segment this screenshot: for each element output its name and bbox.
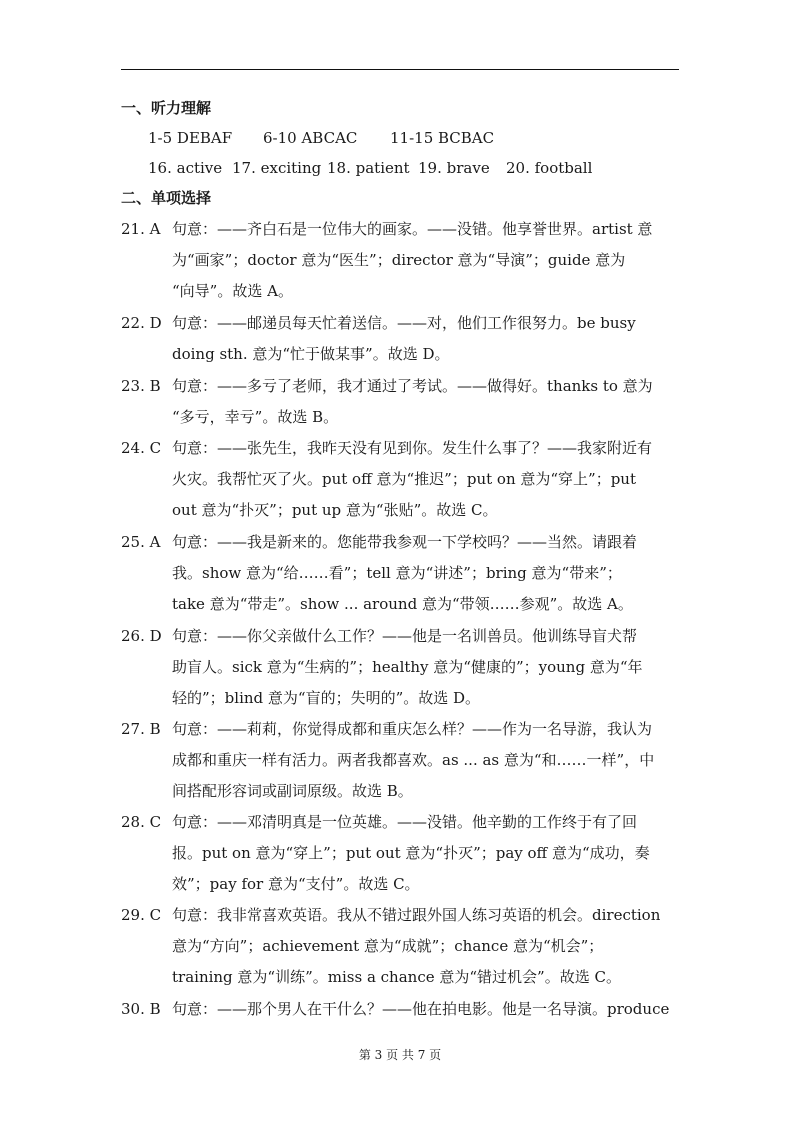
section-choice-title: 二、单项选择 <box>121 189 212 207</box>
explanation-line: training 意为“训练”。miss a chance 意为“错过机会”。故选 C。 <box>172 968 621 986</box>
explanation-line: 句意：我非常喜欢英语。我从不错过跟外国人练习英语的机会。direction <box>172 906 661 924</box>
explanation-line: 成都和重庆一样有活力。两者我都喜欢。as ... as 意为“和……一样”，中 <box>172 751 655 769</box>
explanation-line: 助盲人。sick 意为“生病的”；healthy 意为“健康的”；young 意为“年 <box>172 658 643 676</box>
explanation-line: 句意：——多亏了老师，我才通过了考试。——做得好。thanks to 意为 <box>172 377 653 395</box>
explanation-line: 火灾。我帮忙灭了火。put off 意为“推迟”；put on 意为“穿上”；put <box>172 470 636 488</box>
explanation-line: 句意：——我是新来的。您能带我参观一下学校吗？——当然。请跟着 <box>172 533 638 551</box>
page-footer: 第 3 页 共 7 页 <box>358 1048 442 1062</box>
answer-group-1-5: 1-5 DEBAF <box>148 129 233 147</box>
question-number: 25. A <box>121 533 161 551</box>
explanation-line: 句意：——那个男人在干什么？——他在拍电影。他是一名导演。produce <box>172 1000 670 1018</box>
explanation-line: out 意为“扑灭”；put up 意为“张贴”。故选 C。 <box>172 501 498 519</box>
question-number: 28. C <box>121 813 162 831</box>
question-number: 26. D <box>121 627 162 645</box>
question-number: 23. B <box>121 377 161 395</box>
answer-17: 17. exciting <box>232 159 322 177</box>
answer-19: 19. brave <box>418 159 490 177</box>
answer-16: 16. active <box>148 159 223 177</box>
explanation-line: 为“画家”；doctor 意为“医生”；director 意为“导演”；guide 意为 <box>172 251 626 269</box>
answer-group-6-10: 6-10 ABCAC <box>263 129 358 147</box>
question-number: 29. C <box>121 906 162 924</box>
explanation-line: 我。show 意为“给……看”；tell 意为“讲述”；bring 意为“带来”； <box>172 564 622 582</box>
explanation-line: 句意：——邓清明真是一位英雄。——没错。他辛勤的工作终于有了回 <box>172 813 638 831</box>
question-number: 24. C <box>121 439 162 457</box>
explanation-line: 轻的”；blind 意为“盲的；失明的”。故选 D。 <box>172 689 481 707</box>
answer-group-11-15: 11-15 BCBAC <box>390 129 495 147</box>
answer-20: 20. football <box>506 159 593 177</box>
explanation-line: take 意为“带走”。show ... around 意为“带领……参观”。故选 A。 <box>172 595 633 613</box>
section-listening-title: 一、听力理解 <box>121 99 212 117</box>
explanation-line: 效”；pay for 意为“支付”。故选 C。 <box>172 875 420 893</box>
question-number: 21. A <box>121 220 161 238</box>
explanation-line: 句意：——莉莉，你觉得成都和重庆怎么样？——作为一名导游，我认为 <box>172 720 653 738</box>
explanation-line: 意为“方向”；achievement 意为“成就”；chance 意为“机会”； <box>172 937 604 955</box>
question-number: 22. D <box>121 314 162 332</box>
explanation-line: 间搭配形容词或副词原级。故选 B。 <box>172 782 413 800</box>
question-number: 27. B <box>121 720 161 738</box>
explanation-line: 句意：——齐白石是一位伟大的画家。——没错。他享誉世界。artist 意 <box>172 220 653 238</box>
answer-18: 18. patient <box>327 159 410 177</box>
explanation-line: 句意：——邮递员每天忙着送信。——对，他们工作很努力。be busy <box>172 314 636 332</box>
explanation-line: 句意：——你父亲做什么工作？——他是一名训兽员。他训练导盲犬帮 <box>172 627 638 645</box>
explanation-line: 报。put on 意为“穿上”；put out 意为“扑灭”；pay off 意为“成功，奏 <box>172 844 650 862</box>
explanation-line: “多亏，幸亏”。故选 B。 <box>172 408 339 426</box>
explanation-line: “向导”。故选 A。 <box>172 282 293 300</box>
explanation-line: 句意：——张先生，我昨天没有见到你。发生什么事了？——我家附近有 <box>172 439 653 457</box>
question-number: 30. B <box>121 1000 161 1018</box>
top-rule <box>121 69 679 70</box>
explanation-line: doing sth. 意为“忙于做某事”。故选 D。 <box>172 345 450 363</box>
